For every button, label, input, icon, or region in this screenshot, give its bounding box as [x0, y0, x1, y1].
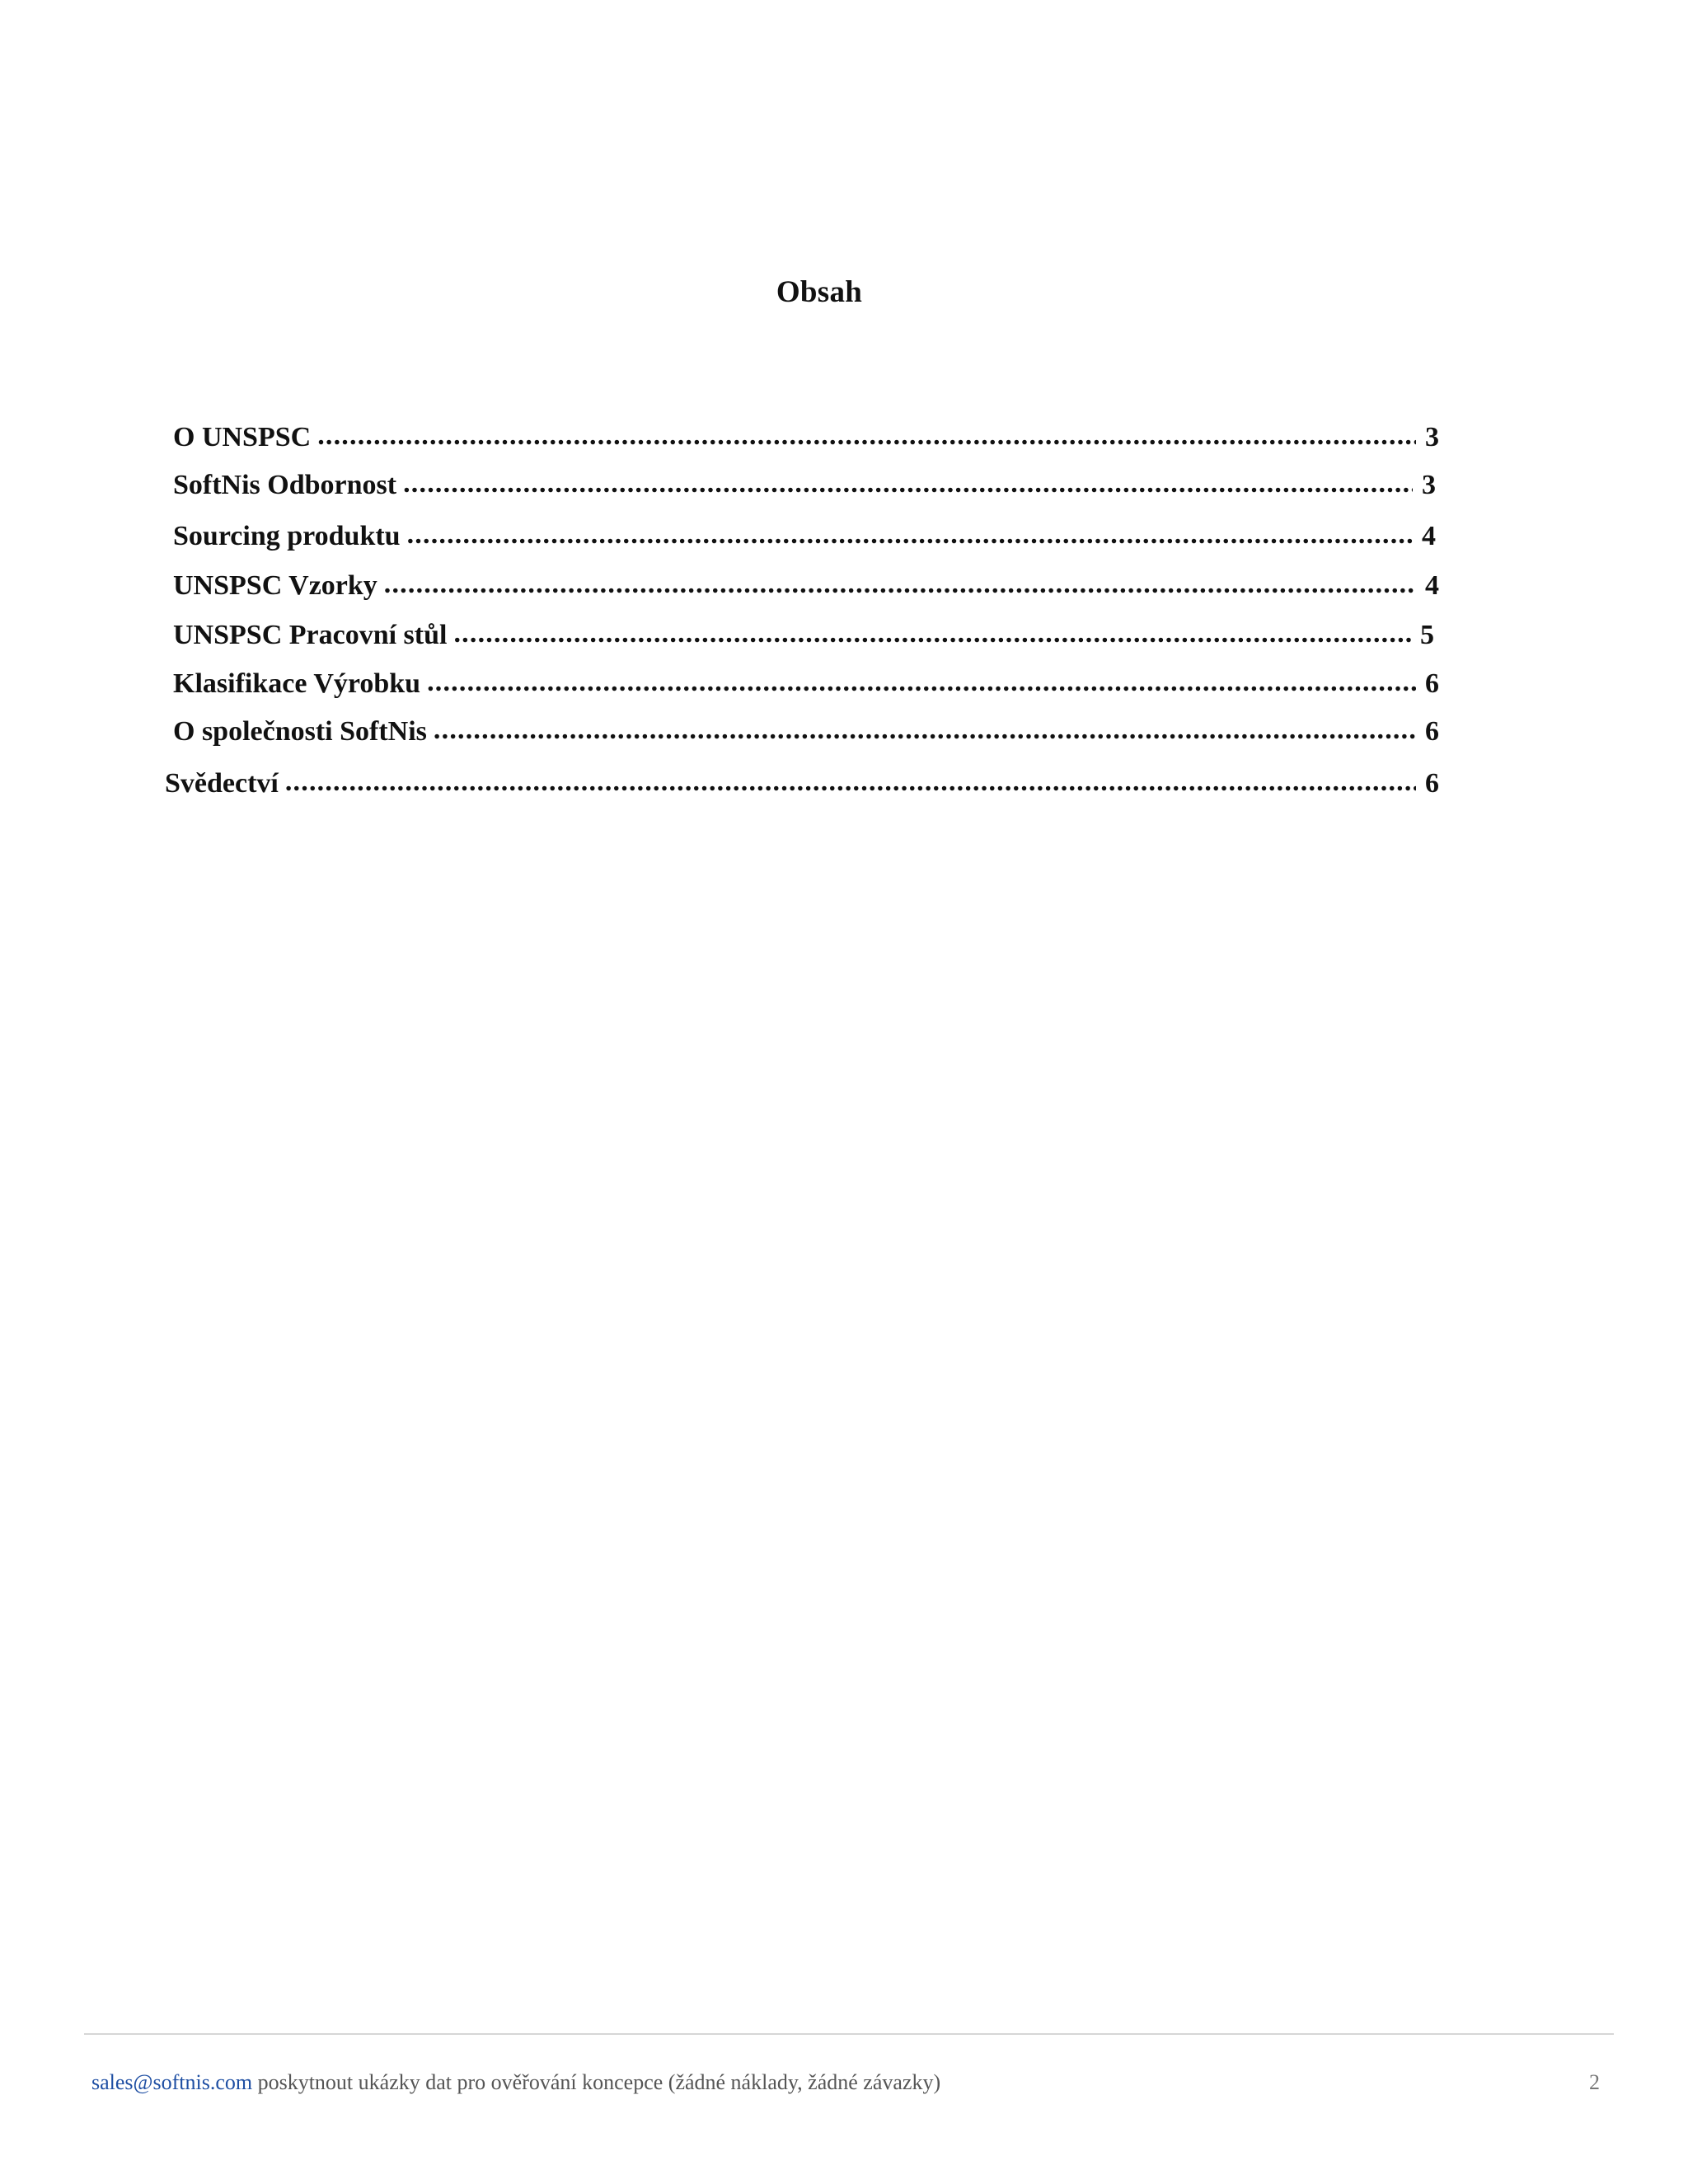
- toc-dot-leader: [403, 468, 1413, 499]
- toc-entry-sourcing-produktu[interactable]: [173, 521, 1436, 560]
- toc-title: Obsah: [776, 275, 863, 309]
- toc-entry-o-unspsc[interactable]: [173, 422, 1439, 462]
- footer-email-link[interactable]: sales@softnis.com: [91, 2070, 253, 2094]
- toc-entry-softnis-odbornost[interactable]: [173, 470, 1436, 509]
- footer-divider: [84, 2033, 1614, 2035]
- toc-entry-unspsc-vzorky[interactable]: [173, 570, 1439, 610]
- toc-entry-label: Svědectví: [165, 768, 279, 799]
- toc-entry-label: Klasifikace Výrobku: [173, 668, 421, 699]
- footer-page-number: 2: [1589, 2070, 1600, 2094]
- page-footer: [91, 2070, 1600, 2095]
- toc-entry-label: UNSPSC Pracovní stůl: [173, 620, 448, 650]
- toc-dot-leader: [384, 569, 1416, 600]
- footer-text: poskytnout ukázky dat pro ověřování koncepce (žádné náklady, žádné závazky): [257, 2070, 941, 2094]
- toc-entry-page: 6: [1425, 716, 1439, 747]
- toc-entry-label: UNSPSC Vzorky: [173, 570, 377, 601]
- toc-entry-klasifikace-vyrobku[interactable]: [173, 668, 1439, 708]
- toc-entry-unspsc-pracovni-stul[interactable]: [173, 620, 1434, 659]
- toc-entry-page: 4: [1425, 570, 1439, 601]
- toc-entry-page: 3: [1422, 470, 1436, 500]
- toc-dot-leader: [434, 715, 1416, 746]
- toc-dot-leader: [427, 667, 1416, 698]
- toc-entry-label: Sourcing produktu: [173, 521, 401, 551]
- toc-dot-leader: [317, 420, 1416, 452]
- toc-entry-page: 6: [1425, 768, 1439, 799]
- toc-dot-leader: [285, 766, 1416, 798]
- toc-dot-leader: [453, 618, 1411, 649]
- toc-entry-svedectvi[interactable]: [165, 768, 1439, 808]
- toc-entry-page: 5: [1420, 620, 1434, 650]
- toc-dot-leader: [407, 519, 1413, 551]
- toc-entry-label: O společnosti SoftNis: [173, 716, 427, 747]
- toc-entry-page: 4: [1422, 521, 1436, 551]
- toc-entry-label: O UNSPSC: [173, 422, 312, 452]
- toc-entry-o-spolecnosti-softnis[interactable]: [173, 716, 1439, 756]
- toc-entry-page: 6: [1425, 668, 1439, 699]
- toc-entry-label: SoftNis Odbornost: [173, 470, 397, 500]
- toc-entry-page: 3: [1425, 422, 1439, 452]
